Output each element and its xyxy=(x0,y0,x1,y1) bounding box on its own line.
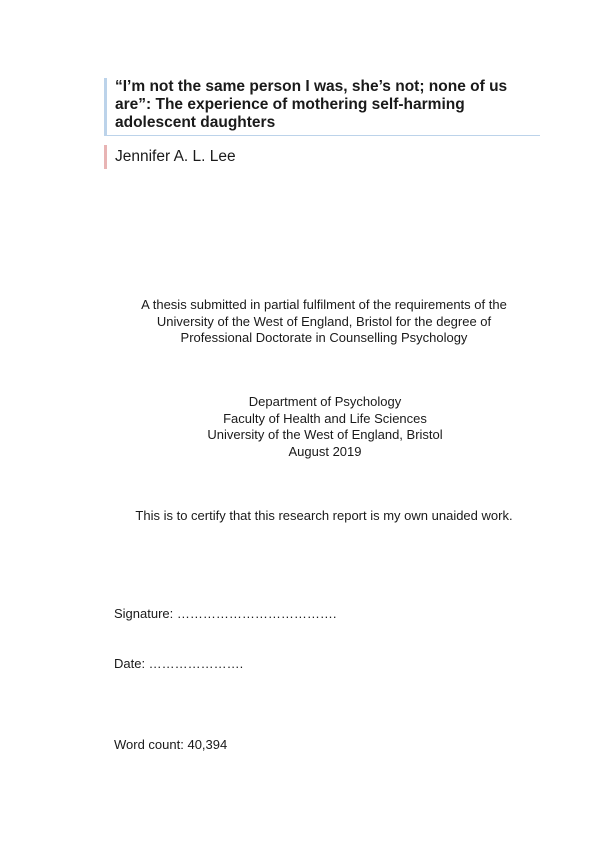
certification-text: This is to certify that this research report is my own unaided work. xyxy=(135,508,513,523)
degree-statement xyxy=(0,297,595,347)
submission-date: August 2019 xyxy=(288,443,362,459)
statement-line: A thesis submitted in partial fulfilment of the requirements of the xyxy=(141,297,507,312)
author-name: Jennifer A. L. Lee xyxy=(115,148,236,165)
certification-statement xyxy=(0,508,595,525)
signature-line: Signature: ………………………………. xyxy=(114,606,337,621)
title-line: adolescent daughters xyxy=(115,114,276,131)
statement-line: Professional Doctorate in Counselling Psychology xyxy=(180,330,468,345)
affiliation-block xyxy=(0,394,595,460)
word-count: Word count: 40,394 xyxy=(114,737,228,752)
title-line: “I’m not the same person I was, she’s not; none of us xyxy=(115,78,508,95)
department: Department of Psychology xyxy=(248,394,402,409)
author-block xyxy=(104,145,236,169)
university: University of the West of England, Bristol xyxy=(207,427,443,442)
date-line: Date: …………………. xyxy=(114,656,244,671)
faculty: Faculty of Health and Life Sciences xyxy=(223,410,427,426)
statement-line: University of the West of England, Bristol for the degree of xyxy=(156,313,492,329)
thesis-title xyxy=(115,78,540,132)
title-line: are”: The experience of mothering self-harming xyxy=(115,96,465,113)
thesis-title-block xyxy=(104,78,540,136)
